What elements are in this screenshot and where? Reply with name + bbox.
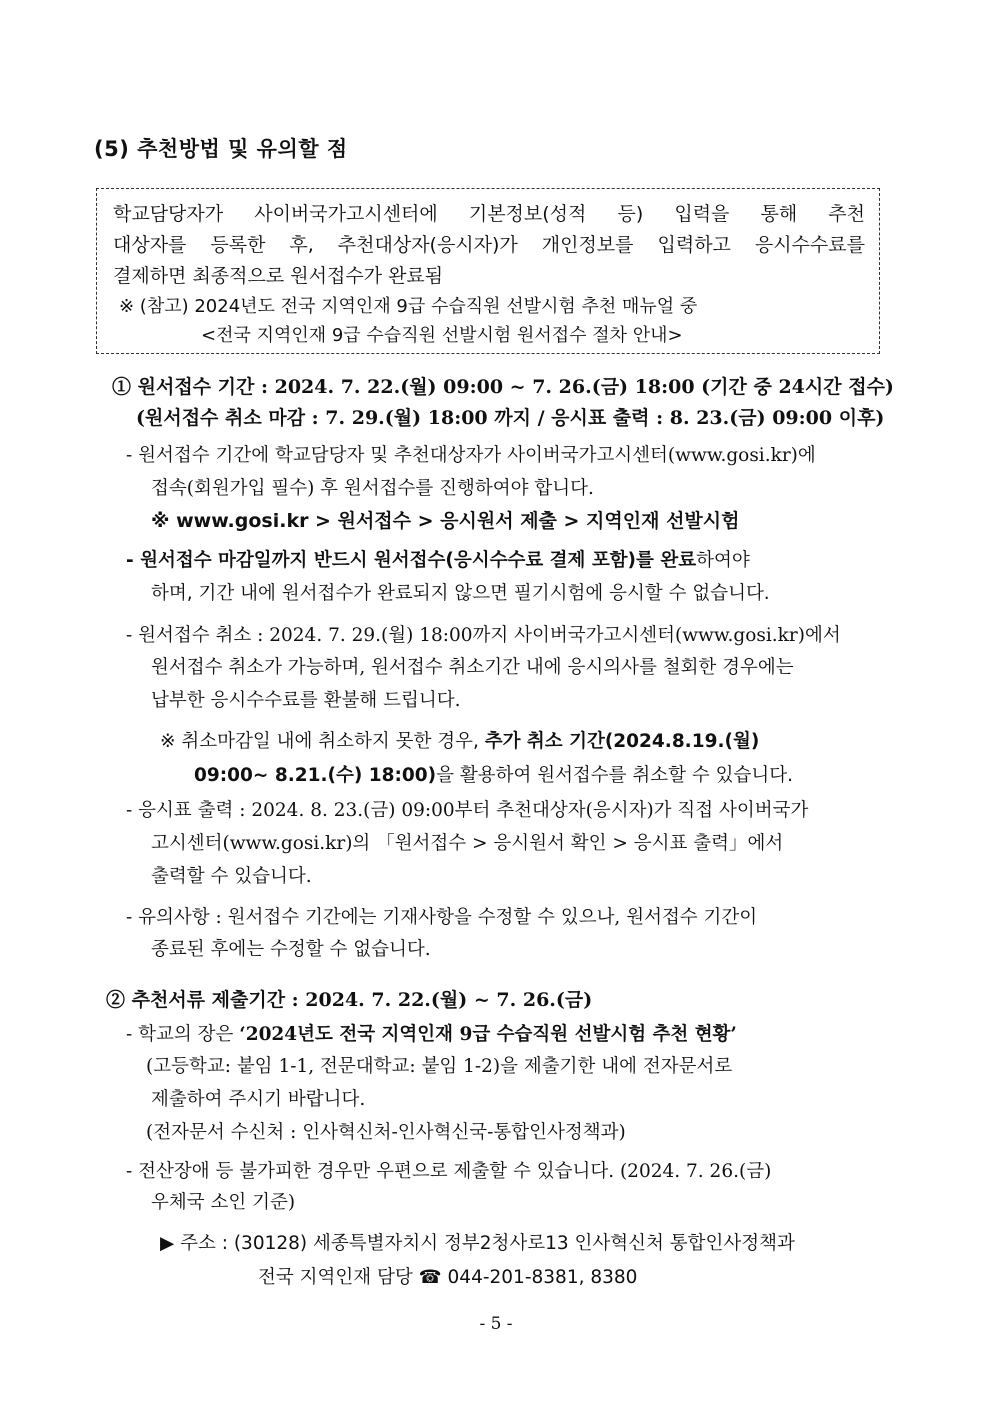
- sec1-bullet5-line2: 종료된 후에는 수정할 수 없습니다.: [151, 939, 431, 960]
- sec1-bullet2-line1: [126, 546, 750, 572]
- sec2-bullet2-line2: 우체국 소인 기준): [151, 1192, 296, 1213]
- sec2-bullet1-line1: [126, 1020, 737, 1046]
- section-heading: (5) 추천방법 및 유의할 점: [94, 137, 348, 161]
- box-note-1: ※ (참고) 2024년도 전국 지역인재 9급 수습직원 선발시험 추천 매뉴얼 중: [119, 296, 698, 317]
- sec2-title: ② 추천서류 제출기간 : 2024. 7. 22.(월) ~ 7. 26.(금): [106, 989, 593, 1011]
- page-number: - 5 -: [479, 1314, 513, 1334]
- sec1-bullet3-line1: - 원서접수 취소 : 2024. 7. 29.(월) 18:00까지 사이버국가고시센터(www.gosi.kr)에서: [126, 625, 841, 646]
- cancel-note-rest: 을 활용하여 원서접수를 취소할 수 있습니다.: [436, 765, 794, 786]
- cancel-note-text: ※ 취소마감일 내에 취소하지 못한 경우,: [160, 731, 485, 752]
- sec2-bullet1-lead: - 학교의 장은: [126, 1024, 240, 1045]
- path-note: ※ www.gosi.kr > 원서접수 > 응시원서 제출 > 지역인재 선발시험: [151, 510, 740, 532]
- sec2-bullet1-line4: (전자문서 수신처 : 인사혁신처-인사혁신국-통합인사정책과): [146, 1122, 626, 1143]
- cancel-note-line1: [160, 727, 759, 753]
- box-line-2: 대상자를 등록한 후, 추천대상자(응시자)가 개인정보를 입력하고 응시수수료를: [113, 234, 865, 256]
- cancel-note-line2: [194, 761, 793, 787]
- summary-box: [96, 188, 880, 354]
- sec2-bullet1-bold: ‘2024년도 전국 지역인재 9급 수습직원 선발시험 추천 현황’: [239, 1024, 737, 1045]
- sec2-bullet1-line3: 제출하여 주시기 바랍니다.: [151, 1089, 366, 1110]
- sec1-bullet4-line1: - 응시표 출력 : 2024. 8. 23.(금) 09:00부터 추천대상자(응시자)가 직접 사이버국가: [126, 800, 809, 821]
- sec2-bullet2-line1: - 전산장애 등 불가피한 경우만 우편으로 제출할 수 있습니다. (2024. 7. 26.(금): [126, 1161, 772, 1182]
- box-line-1: 학교담당자가 사이버국가고시센터에 기본정보(성적 등) 입력을 통해 추천: [113, 203, 865, 225]
- sec1-bullet4-line3: 출력할 수 있습니다.: [151, 866, 312, 887]
- sec1-bullet4-line2: 고시센터(www.gosi.kr)의 「원서접수 > 응시원서 확인 > 응시표 출력」에서: [151, 833, 784, 854]
- sec2-bullet1-line2: (고등학교: 붙임 1-1, 전문대학교: 붙임 1-2)을 제출기한 내에 전자문서로: [146, 1056, 733, 1077]
- cancel-note-bold-2: 09:00~ 8.21.(수) 18:00): [194, 765, 437, 786]
- sec1-bullet2-bold: - 원서접수 마감일까지 반드시 원서접수(응시수수료 결제 포함)를 완료: [126, 550, 697, 571]
- sec1-bullet3-line2: 원서접수 취소가 가능하며, 원서접수 취소기간 내에 응시의사를 철회한 경우에는: [151, 657, 794, 678]
- sec1-title-line2: (원서접수 취소 마감 : 7. 29.(월) 18:00 까지 / 응시표 출력 : 8. 23.(금) 09:00 이후): [136, 407, 885, 429]
- sec1-bullet3-line3: 납부한 응시수수료를 환불해 드립니다.: [151, 690, 461, 711]
- sec1-title-line1: ① 원서접수 기간 : 2024. 7. 22.(월) 09:00 ~ 7. 26.(금) 18:00 (기간 중 24시간 접수): [112, 376, 894, 398]
- address-line1: ▶ 주소 : (30128) 세종특별자치시 정부2청사로13 인사혁신처 통합인사정책과: [160, 1233, 795, 1254]
- sec1-bullet1-line1: - 원서접수 기간에 학교담당자 및 추천대상자가 사이버국가고시센터(www.gosi.kr)에: [126, 445, 816, 466]
- box-line-3: 결제하면 최종적으로 원서접수가 완료됨: [113, 265, 444, 287]
- box-note-2: <전국 지역인재 9급 수습직원 선발시험 원서접수 절차 안내>: [201, 325, 683, 346]
- sec1-bullet1-line2: 접속(회원가입 필수) 후 원서접수를 진행하여야 합니다.: [151, 478, 594, 499]
- sec1-bullet2-rest: 하여야: [696, 550, 750, 571]
- sec1-bullet2-line2: 하며, 기간 내에 원서접수가 완료되지 않으면 필기시험에 응시할 수 없습니다.: [151, 583, 770, 604]
- address-line2: 전국 지역인재 담당 ☎ 044-201-8381, 8380: [258, 1267, 638, 1288]
- sec1-bullet5-line1: - 유의사항 : 원서접수 기간에는 기재사항을 수정할 수 있으나, 원서접수 기간이: [126, 907, 758, 928]
- cancel-note-bold: 추가 취소 기간(2024.8.19.(월): [484, 731, 760, 752]
